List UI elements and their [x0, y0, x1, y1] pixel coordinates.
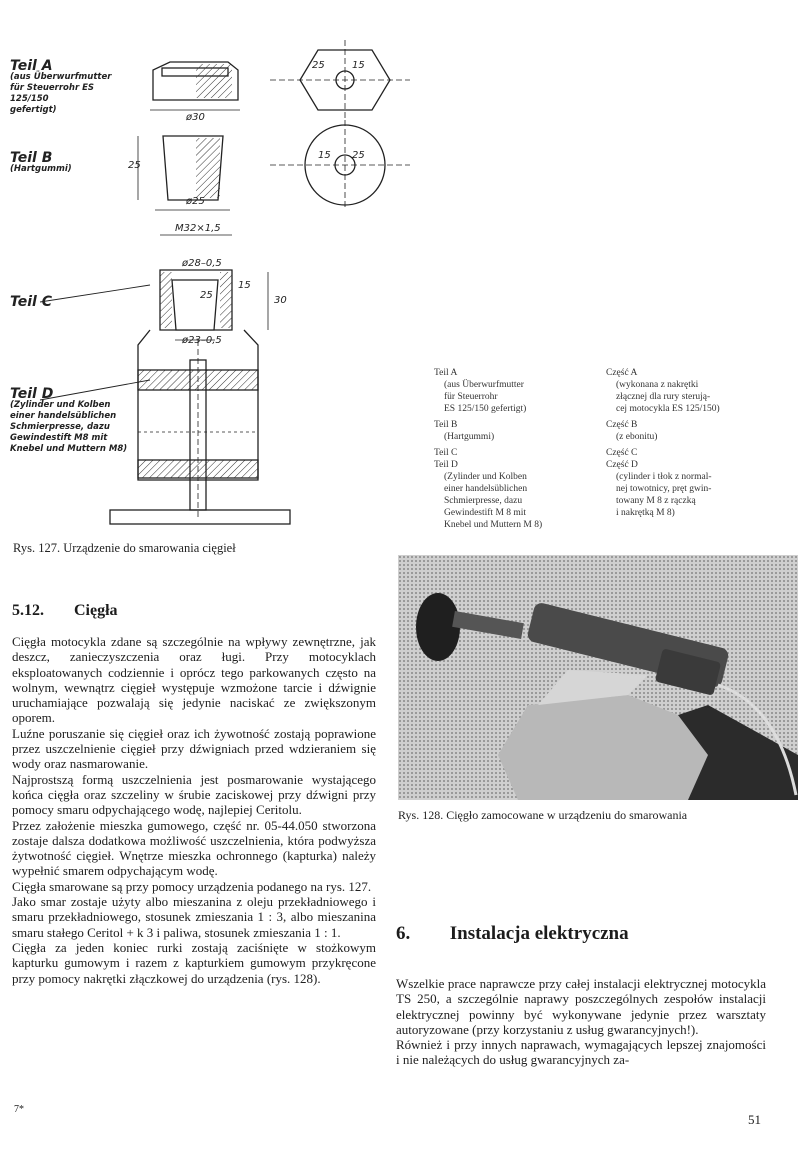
dim-b-height: 25 — [128, 160, 141, 171]
dim-b-diameter: ø25 — [186, 196, 205, 207]
dim-hex-2: 15 — [352, 60, 365, 71]
section-5-12-body — [12, 634, 376, 986]
paragraph: Cięgła smarowane są przy pomocy urządzenia podanego na rys. 127. — [12, 878, 372, 894]
section-number: 6. — [396, 923, 411, 944]
cable-lubrication-photo — [398, 555, 798, 800]
figure-128-caption: Rys. 128. Cięgło zamocowane w urządzeniu do smarowania — [398, 808, 688, 822]
legend-polish: Część A (wykonana z nakrętki złącznej dla rury sterują- cej motocykla ES 125/150) Część B (z ebonitu) Część C Część D (cylinder i tłok z normal- nej towotnicy, pręt gwin- towany M 8 z rączką i nakrętką M 8) — [606, 368, 720, 518]
teil-b-label: Teil B (Hartgummi) — [10, 150, 72, 174]
paragraph: Wszelkie prace naprawcze przy całej instalacji elektrycznej motocykla TS 250, a szczególnie naprawy poszczególnych zespołów instalacji elektrycznej powinny być wykonywane jedynie przez warsztaty autoryzowane (przy korzystaniu z usług gwarancyjnych!). — [396, 976, 766, 1037]
dim-c-h2: 15 — [238, 280, 251, 291]
section-5-12-heading — [12, 602, 118, 620]
page-number: 51 — [748, 1112, 761, 1127]
signature-mark: 7* — [14, 1104, 24, 1115]
dim-a-diameter: ø30 — [186, 112, 205, 123]
dim-c-h3: 30 — [274, 295, 287, 306]
section-title: Cięgła — [74, 602, 118, 619]
dim-circle-2: 25 — [352, 150, 365, 161]
dim-circle-1: 15 — [318, 150, 331, 161]
paragraph: Cięgła motocykla zdane są szczególnie na wpływy zewnętrzne, jak deszcz, zanieczyszczenia oraz ługi. Przy motocyklach eksploatowanych codziennie i oprócz tego parkowanych często na wolnym, wewnątrz cięgieł występuje wzmożone tarcie i dźwignie uruchamiające pozwalają się jedynie naciskać ze zwiększonym oporem. — [12, 634, 376, 726]
dim-hex-1: 25 — [312, 60, 325, 71]
dim-c-bottom-diameter: ø23–0,5 — [182, 335, 222, 346]
teil-c-label: Teil C — [10, 294, 52, 310]
figure-127-caption: Rys. 127. Urządzenie do smarowania cięgieł — [13, 541, 236, 555]
teil-d-label: Teil D (Zylinder und Kolben einer handelsüblichen Schmierpresse, dazu Gewindestift M8 mit Knebel und Muttern M8) — [10, 386, 128, 454]
paragraph: Również i przy innych naprawach, wymagających lepszej znajomości i nie należących do usług gwarancyjnych za- — [396, 1037, 766, 1068]
section-title: Instalacja elektryczna — [449, 923, 629, 944]
section-number: 5.12. — [12, 602, 44, 619]
dim-c-h1: 25 — [200, 290, 213, 301]
paragraph: Przez założenie mieszka gumowego, część nr. 05-44.050 stworzona zostaje dalsza dodatkowa możliwość uszczelnienia, która podwyższa żytwotność cięgieł. Wnętrze mieszka ochronnego (kapturka) należy wypełnić smarem odpychającym wodę. — [12, 817, 376, 879]
dim-c-top-diameter: ø28–0,5 — [182, 258, 222, 269]
dim-thread: M32×1,5 — [175, 223, 221, 234]
paragraph: Cięgła za jeden koniec rurki zostają zaciśnięte w stożkowym kapturku gumowym i razem z kapturkiem gumowym przykręcone przy pomocy nakrętki złączkowej do urządzenia (rys. 128). — [12, 939, 376, 986]
section-6-heading — [396, 923, 629, 945]
legend-german: Teil A (aus Überwurfmutter für Steuerrohr ES 125/150 gefertigt) Teil B (Hartgummi) Teil C Teil D (Zylinder und Kolben einer handelsüblichen Schmierpresse, dazu Gewindestift M 8 mit Knebel und Muttern M 8) — [434, 368, 543, 530]
figure-128-photo — [398, 555, 798, 800]
paragraph: Luźne poruszanie się cięgieł oraz ich żywotność zostają poprawione przez uszczelnienie cięgieł przy dźwigniach przed wdzieraniem się wody oraz nasmarowanie. — [12, 725, 376, 772]
teil-a-label: Teil A (aus Überwurfmutter für Steuerrohr ES 125/150 gefertigt) — [10, 58, 112, 115]
section-6-body — [396, 976, 766, 1068]
paragraph: Najprostszą formą uszczelnienia jest posmarowanie wystającego końca cięgła oraz szczeliny w śrubie zaciskowej przy dźwigni przy pomocy smaru odpychającego wodę, najlepiej Ceritolu. — [12, 771, 376, 818]
paragraph: Jako smar zostaje użyty albo mieszanina z oleju przekładniowego i smaru przekładniowego, stosunek zmieszania 1 : 3, albo mieszanina smaru stałego Ceritol + k 3 i paliwa, stosunek zmieszania 1 : 1. — [12, 894, 376, 940]
